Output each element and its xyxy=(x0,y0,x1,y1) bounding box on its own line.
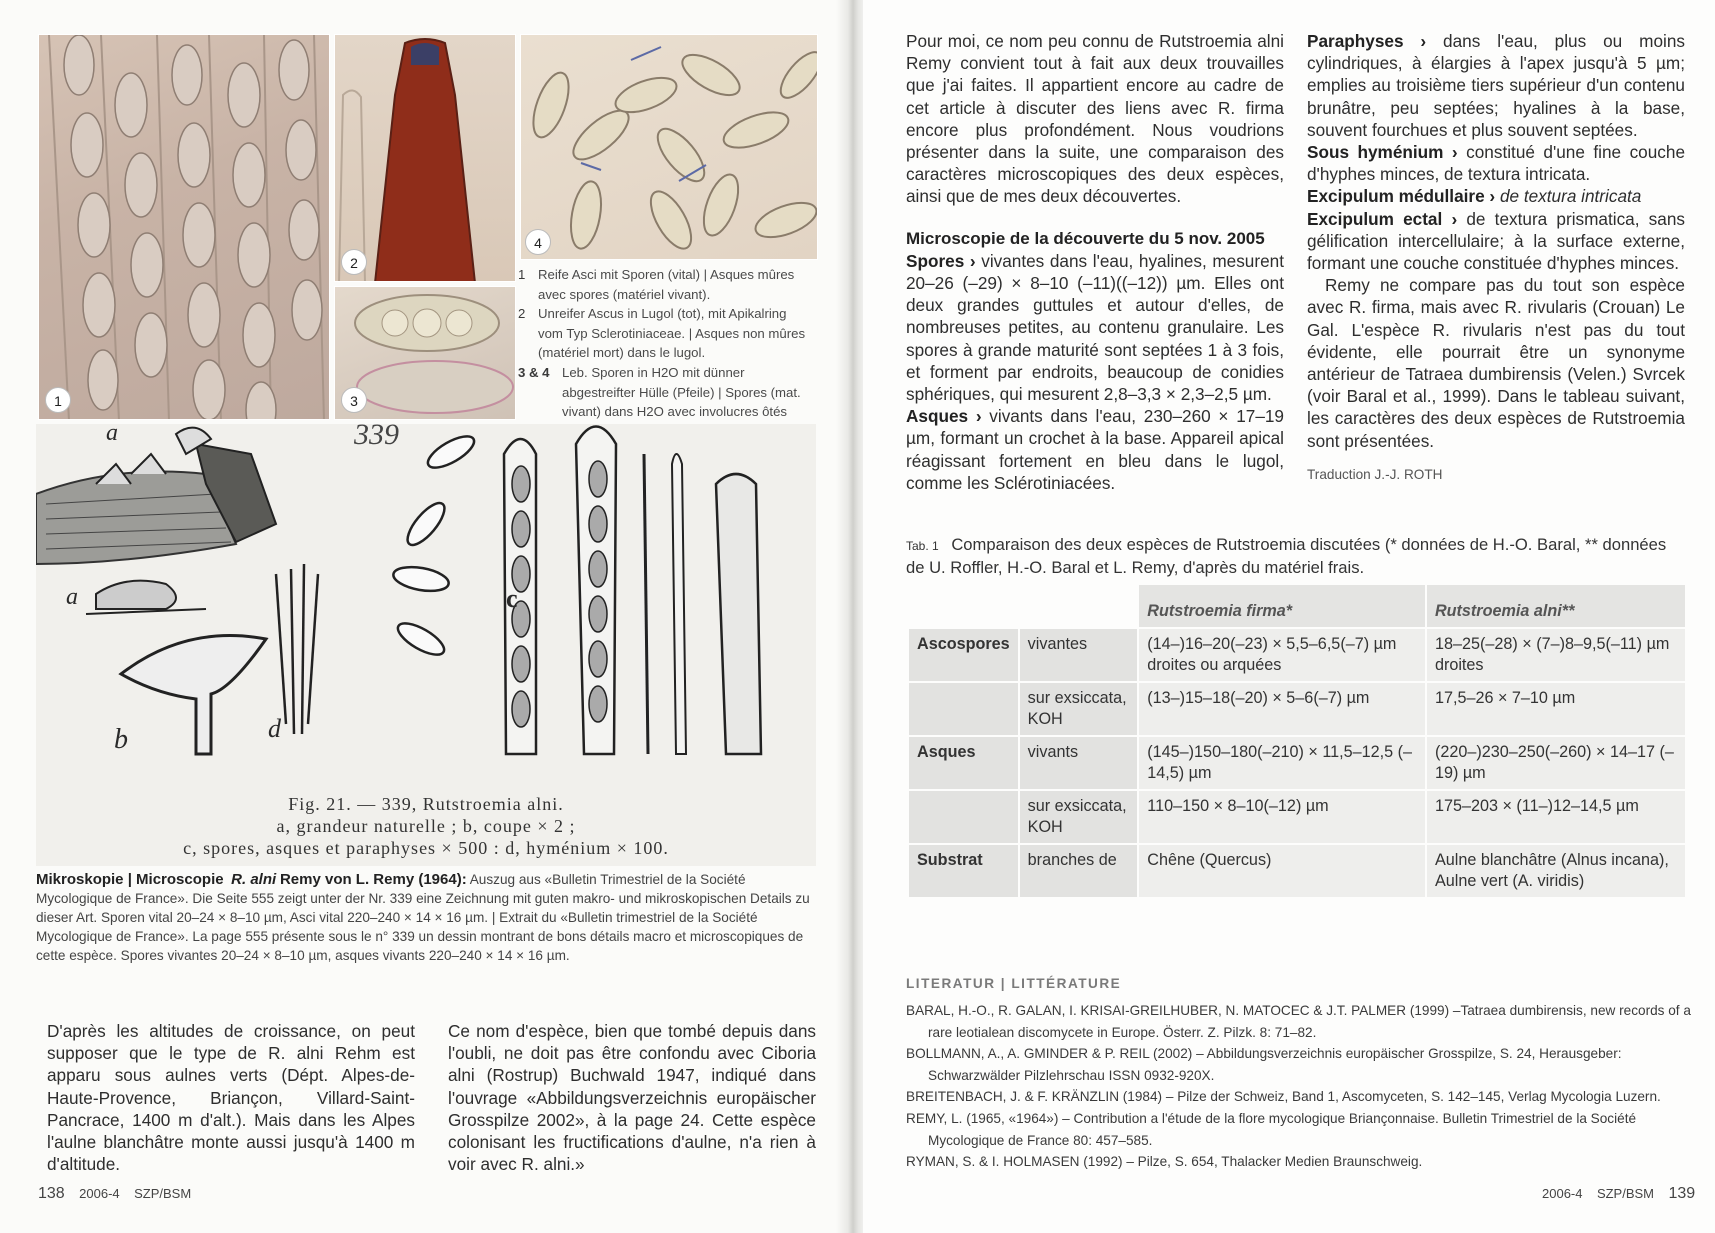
asques-paragraph xyxy=(906,405,1284,494)
photo-spores-with-involucres xyxy=(520,34,818,260)
right-folio xyxy=(1532,1185,1695,1203)
microscopy-caption xyxy=(36,870,818,965)
row-group xyxy=(908,790,1019,844)
sous-hymenium-paragraph xyxy=(1307,141,1685,185)
photo-caption-item xyxy=(518,265,808,304)
table-caption-text: Comparaison des deux espèces de Rutstroemia discutées (* données de H.-O. Baral, ** données de U. Roffler, H.-O. Baral et L. Remy, d'après du matériel frais. xyxy=(906,535,1667,577)
micro-caption-title: Mikroskopie | Microscopie xyxy=(36,871,224,888)
literature-ref: BREITENBACH, J. & F. KRÄNZLIN (1984) – Pilze der Schweiz, Band 1, Ascomyceten, S. 142–145, Verlag Mycologia Luzern. xyxy=(906,1089,1661,1105)
spores-keyword: Spores › xyxy=(906,250,976,271)
asques-keyword: Asques › xyxy=(906,406,982,427)
left-page xyxy=(0,0,852,1233)
row-group: Asques xyxy=(908,736,1019,790)
row-condition: branches de xyxy=(1019,844,1139,898)
table-row xyxy=(908,790,1686,844)
comparison-table xyxy=(907,583,1687,899)
excipulum-ectal-keyword: Excipulum ectal › xyxy=(1307,208,1458,229)
remy-paragraph: Remy ne compare pas du tout son espèce avec R. firma, mais avec R. rivularis (Crouan) Le Gal. L'espèce R. rivularis n'est pas du tout évidente, elle pourrait être un synonyme antérieur de Tatraea dumbirensis (Velen.) Svrcek (voir Baral et al., 1999). Dans le tableau suivant, les caractères des deux espèces de Rutstroemia sont présentées. xyxy=(1307,275,1685,451)
journal-name: SZP/BSM xyxy=(1596,1186,1655,1201)
left-body-column-2: Ce nom d'espèce, bien que tombé depuis dans l'oubli, ne doit pas être confondu avec Ciboria alni (Rostrup) Buchwald 1947, indiqué dans l'ouvrage «Abbildungsverzeichnis europäischer Grosspilze 2002», à la page 24. Cette espèce colonisant les fructifications d'aulne, n'a rien à voir avec R. alni.» xyxy=(448,1021,816,1175)
micro-caption-species: R. alni xyxy=(231,871,277,888)
drawing-number: 339 xyxy=(354,424,399,451)
left-body-column-1: D'après les altitudes de croissance, on peut supposer que le type de R. alni Rehm est apparu sous aulnes verts (Dépt. Alpes-de-Haute-Provence, Briançon, Villard-Saint-Pancrace, 1400 m d'alt.). Mais dans les Alpes l'aulne blanchâtre monte aussi jusqu'à 1400 m d'altitude. xyxy=(47,1021,415,1175)
spores-scatter-illustration xyxy=(521,35,818,260)
cell-alni: 18–25(–28) × (7–)8–9,5(–11) µm droites xyxy=(1426,628,1686,682)
row-group: Substrat xyxy=(908,844,1019,898)
row-condition: vivantes xyxy=(1019,628,1139,682)
paraphyses-text: dans l'eau, plus ou moins cylindriques, à élargies à l'apex jusqu'à 5 µm; emplies au troisième tiers supérieur d'un contenu brunâtre, peu septées; hyalines à la base, souvent fourchues et plus souvent septées. xyxy=(1307,31,1685,140)
cell-firma: Chêne (Quercus) xyxy=(1138,844,1426,898)
excipulum-medullaire-text: de textura intricata xyxy=(1499,186,1642,207)
cell-alni: (220–)230–250(–260) × 14–17 (–19) µm xyxy=(1426,736,1686,790)
drawing-label-c: c xyxy=(506,584,518,613)
literature-list xyxy=(906,1000,1692,1173)
photo-caption-item xyxy=(518,304,808,363)
photo-caption-number: 2 xyxy=(518,306,526,322)
photo-asci-with-spores xyxy=(38,34,330,420)
microscopy-heading: Microscopie de la découverte du 5 nov. 2005 xyxy=(906,228,1265,248)
table-caption-label: Tab. 1 xyxy=(906,539,939,553)
table-caption xyxy=(906,534,1686,579)
photo-caption-text: Leb. Sporen in H2O mit dünner abgestreifter Hülle (Pfeile) | Spores (mat. vivant) dans H2O avec involucres ôtés xyxy=(562,364,801,420)
paraphyses-paragraph xyxy=(1307,30,1685,141)
table-row xyxy=(908,844,1686,898)
drawing-label-b: b xyxy=(114,724,128,755)
literature-ref: BOLLMANN, A., A. GMINDER & P. REIL (2002) – Abbildungsverzeichnis europäischer Grosspilze, S. 24, Herausgeber: Schwarzwälder Pilzlehrschau ISSN 0932-920X. xyxy=(906,1046,1622,1083)
asques-text: vivants dans l'eau, 230–260 × 17–19 µm, formant un crochet à la base. Appareil apical réagissant fortement en bleu dans le lugol, comme les Sclérotiniacées. xyxy=(906,406,1284,493)
photo-ascus-lugol xyxy=(334,34,516,282)
figure-line-1: Fig. 21. — 339, Rutstroemia alni. xyxy=(288,794,564,814)
photo-caption-text: Unreifer Ascus in Lugol (tot), mit Apikalring vom Typ Sclerotiniaceae. | Asques non mûres (matériel mort) dans le lugol. xyxy=(538,306,806,361)
cell-firma: (14–)16–20(–23) × 5,5–6,5(–7) µm droites ou arquées xyxy=(1138,628,1426,682)
table-header-alni: Rutstroemia alni** xyxy=(1426,584,1686,628)
cell-alni: Aulne blanchâtre (Alnus incana), Aulne vert (A. viridis) xyxy=(1426,844,1686,898)
table-row xyxy=(908,628,1686,682)
literature-heading: LITERATUR | LITTÉRATURE xyxy=(906,976,1122,991)
drawing-label-a: a xyxy=(66,584,78,610)
left-folio xyxy=(38,1185,191,1203)
cell-firma: 110–150 × 8–10(–12) µm xyxy=(1138,790,1426,844)
page-number: 139 xyxy=(1668,1185,1696,1202)
translation-credit: Traduction J.-J. ROTH xyxy=(1307,466,1443,482)
micro-caption-text: Auszug aus «Bulletin Trimestriel de la Société Mycologique de France». Die Seite 555 zeigt unter der Nr. 339 eine Zeichnung mit guten makro- und mikroskopischen Details zu dieser Art. Sporen vital 20–24 × 8–10 µm, Asci vital 220–240 × 14 × 16 µm. | Extrait du «Bulletin trimestriel de la Société Mycologique de France». La page 555 présente sous le n° 339 un dessin montrant de bons détails macro et microscopiques de cette espèce. Spores vivantes 20–24 × 8–10 µm, asques vivants 220–240 × 14 × 16 µm. xyxy=(36,872,810,963)
row-condition: sur exsiccata, KOH xyxy=(1019,682,1139,736)
cell-alni: 17,5–26 × 7–10 µm xyxy=(1426,682,1686,736)
table-header-row xyxy=(908,584,1686,628)
sous-hymenium-keyword: Sous hyménium › xyxy=(1307,142,1458,163)
table-row xyxy=(908,682,1686,736)
photo-caption-number: 3 & 4 xyxy=(518,364,550,380)
literature-ref: BARAL, H.-O., R. GALAN, I. KRISAI-GREILHUBER, N. MATOCEC & J.T. PALMER (1999) –Tatraea dumbirensis, new records of a rare leotialean discomycete in Europe. Österr. Z. Pilzk. 8: 71–82. xyxy=(906,1003,1691,1040)
row-condition: vivants xyxy=(1019,736,1139,790)
literature-ref: RYMAN, S. & I. HOLMASEN (1992) – Pilze, S. 654, Thalacker Medien Braunschweig. xyxy=(906,1154,1423,1170)
row-group: Ascospores xyxy=(908,628,1019,682)
paraphyses-keyword: Paraphyses › xyxy=(1307,31,1427,51)
right-body-column-1 xyxy=(906,30,1284,494)
literature-ref: REMY, L. (1965, «1964») – Contribution a l'étude de la flore mycologique Briançonnaise. Bulletin Trimestriel de la Société Mycologique de France 80: 457–585. xyxy=(906,1110,1637,1148)
issue-number: 2006-4 xyxy=(79,1186,120,1201)
page-number: 138 xyxy=(38,1185,65,1202)
spores-paragraph xyxy=(906,250,1284,405)
photo-living-spores xyxy=(334,286,516,420)
drawing-label-d: d xyxy=(268,714,281,743)
cell-firma: (13–)15–18(–20) × 5–6(–7) µm xyxy=(1138,682,1426,736)
excipulum-ectal-text: de textura prismatica, sans gélification intercellulaire; à la surface externe, formant une couche constituée d'hyphes minces. xyxy=(1307,208,1685,274)
micro-caption-author: Remy von L. Remy (1964): xyxy=(279,871,467,888)
sous-hymenium-text: constitué d'une fine couche d'hyphes minces, de textura intricata. xyxy=(1307,142,1686,185)
photo-number-3: 3 xyxy=(341,387,367,413)
excipulum-medullaire-keyword: Excipulum médullaire › xyxy=(1307,186,1496,207)
figure-line-3: c, spores, asques et paraphyses × 500 : d, hyménium × 100. xyxy=(183,838,669,858)
table-row xyxy=(908,736,1686,790)
cell-alni: 175–203 × (11–)12–14,5 µm xyxy=(1426,790,1686,844)
right-body-column-2 xyxy=(1307,30,1685,486)
photo-number-4: 4 xyxy=(525,229,551,255)
intro-paragraph: Pour moi, ce nom peu connu de Rutstroemia alni Remy convient tout à fait aux deux trouvailles que j'ai faites. Il appartient encore au cadre de cet article à discuter des liens avec R. firma encore plus profondément. Nous voudrions présenter dans la suite, une comparaison des caractères microscopiques des deux espèces, ainsi que de mes deux découvertes. xyxy=(906,31,1284,207)
photo-caption-text: Reife Asci mit Sporen (vital) | Asques mûres avec spores (matériel vivant). xyxy=(538,267,795,302)
journal-name: SZP/BSM xyxy=(134,1186,192,1201)
asci-illustration xyxy=(39,35,330,420)
historic-drawing xyxy=(36,424,816,866)
drawing-label-a: a xyxy=(106,424,118,446)
photo-number-1: 1 xyxy=(45,387,71,413)
table-header-firma: Rutstroemia firma* xyxy=(1138,584,1426,628)
photo-number-2: 2 xyxy=(341,249,367,275)
cell-firma: (145–)150–180(–210) × 11,5–12,5 (–14,5) µm xyxy=(1138,736,1426,790)
excipulum-medullaire-paragraph xyxy=(1307,185,1685,207)
photo-caption xyxy=(518,265,808,441)
spores-text: vivantes dans l'eau, hyalines, mesurent 20–26 (–29) × 8–10 (–11)((–12)) µm. Elles ont deux grandes guttules et autour d'elles, de nombreuses petites, au contenu granulaire. Les spores à grande maturité sont septées 1 à 3 fois, et forment par endroits, beaucoup de conidies sphériques, qui mesurent 2,8–3,3 × 2,3–2,5 µm. xyxy=(906,250,1284,405)
row-condition: sur exsiccata, KOH xyxy=(1019,790,1139,844)
ascus-lugol-illustration xyxy=(335,35,516,282)
excipulum-ectal-paragraph xyxy=(1307,208,1685,275)
photo-caption-number: 1 xyxy=(518,267,526,282)
issue-number: 2006-4 xyxy=(1542,1186,1583,1201)
row-group xyxy=(908,682,1019,736)
figure-line-2: a, grandeur naturelle ; b, coupe × 2 ; xyxy=(276,816,576,836)
